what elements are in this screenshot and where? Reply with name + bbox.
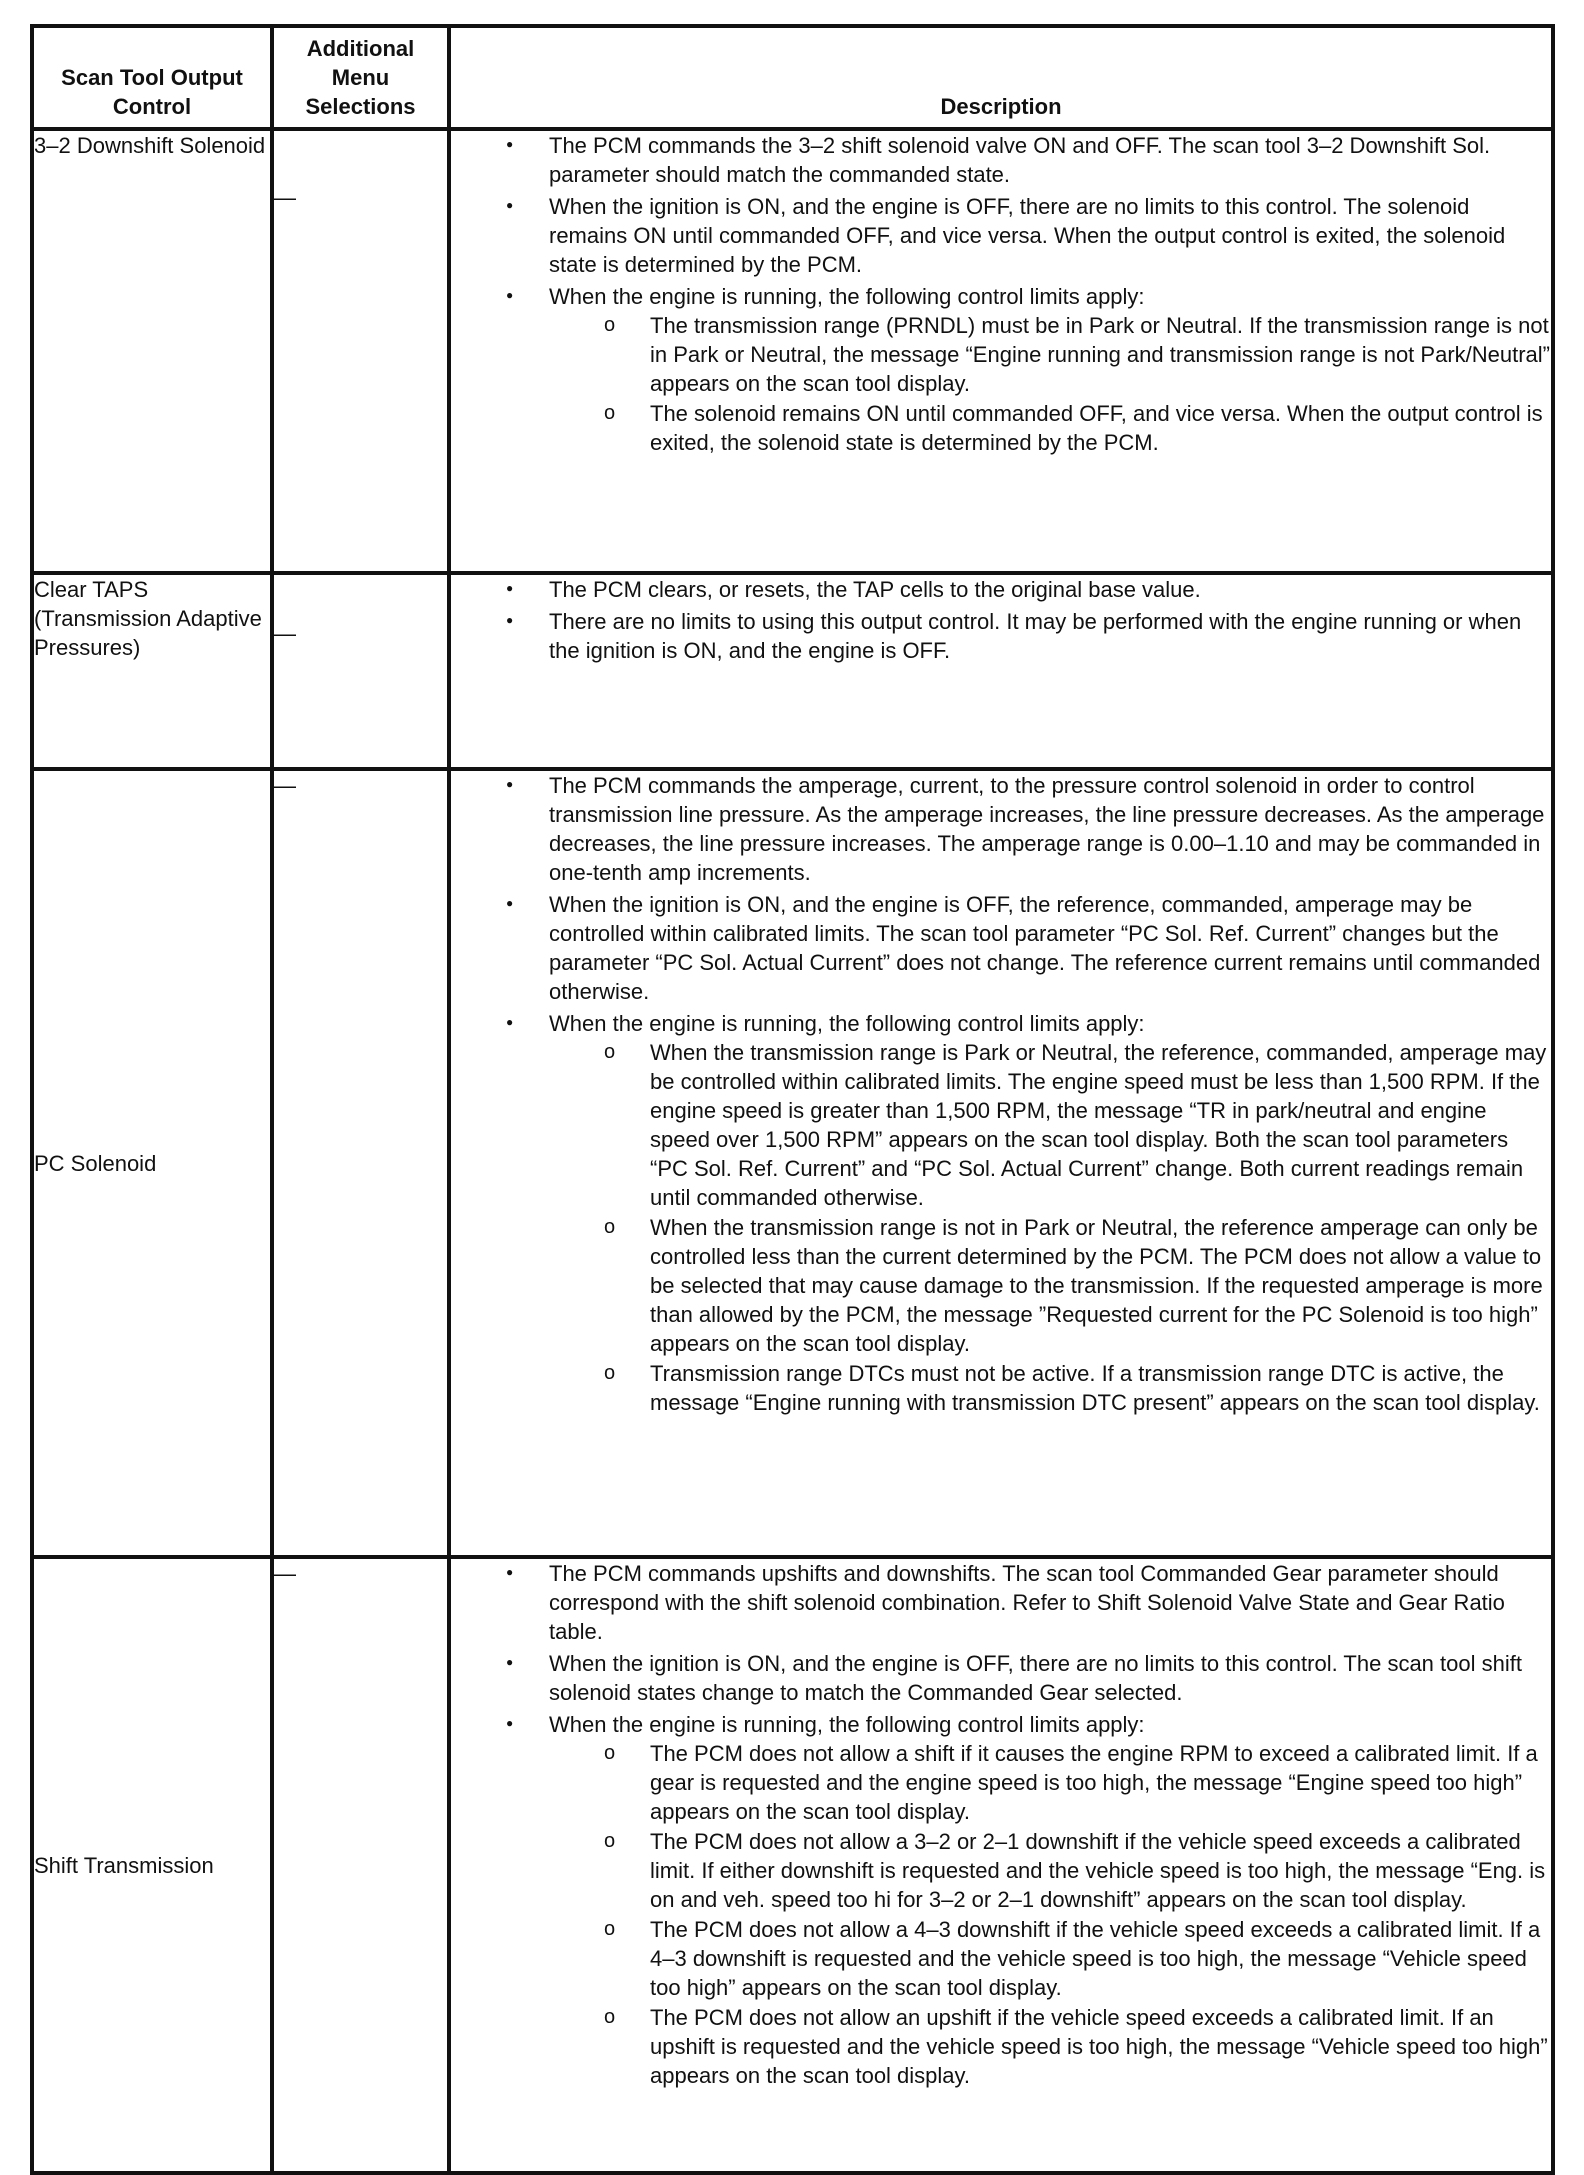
bullet-item: ● When the ignition is ON, and the engine is OFF, the reference, commanded, amperage may be controlled within calibrated limits. The scan tool parameter “PC Sol. Ref. Current” changes but the parameter “PC Sol. Actual Current” does not change. The reference current remains until commanded otherwise. — [451, 890, 1551, 1006]
row-output-name: PC Solenoid — [32, 769, 272, 1557]
sub-bullet-item: o The PCM does not allow a 3–2 or 2–1 downshift if the vehicle speed exceeds a calibrated limit. If either downshift is requested and the vehicle speed is too high, the message “Eng. is on and veh. speed too hi for 3–2 or 2–1 downshift” appears on the scan tool display. — [549, 1827, 1551, 1914]
bullet-item — [451, 282, 1551, 457]
row-description — [449, 769, 1553, 1557]
table-row — [32, 129, 1553, 573]
header-description: Description — [449, 26, 1553, 129]
bullet-item: ● The PCM clears, or resets, the TAP cells to the original base value. — [451, 575, 1551, 604]
bullet-item — [451, 1710, 1551, 2090]
bullet-text: When the engine is running, the following control limits apply: — [549, 1712, 1145, 1737]
row-description — [449, 1557, 1553, 2173]
sub-bullet-item: o Transmission range DTCs must not be active. If a transmission range DTC is active, the message “Engine running with transmission DTC present” appears on the scan tool display. — [549, 1359, 1551, 1417]
bullet-item: ● There are no limits to using this output control. It may be performed with the engine running or when the ignition is ON, and the engine is OFF. — [451, 607, 1551, 665]
row-description — [449, 129, 1553, 573]
header-output-control: Scan Tool Output Control — [32, 26, 272, 129]
bullet-item: ● The PCM commands the 3–2 shift solenoid valve ON and OFF. The scan tool 3–2 Downshift Sol. parameter should match the commanded state. — [451, 131, 1551, 189]
header-menu-selections: Additional Menu Selections — [272, 26, 449, 129]
table-row — [32, 1557, 1553, 2173]
bullet-item: ● The PCM commands the amperage, current, to the pressure control solenoid in order to control transmission line pressure. As the amperage increases, the line pressure decreases. As the amperage decreases, the line pressure increases. The amperage range is 0.00–1.10 and may be commanded in one-tenth amp increments. — [451, 771, 1551, 887]
row-output-name: Clear TAPS (Transmission Adaptive Pressures) — [32, 573, 272, 769]
row-description — [449, 573, 1553, 769]
table-header-row — [32, 26, 1553, 129]
sub-bullet-item: o The PCM does not allow an upshift if the vehicle speed exceeds a calibrated limit. If an upshift is requested and the vehicle speed is too high, the message “Vehicle speed too high” appears on the scan tool display. — [549, 2003, 1551, 2090]
bullet-item — [451, 1009, 1551, 1417]
sub-bullet-item: o The PCM does not allow a 4–3 downshift if the vehicle speed exceeds a calibrated limit. If a 4–3 downshift is requested and the vehicle speed is too high, the message “Vehicle speed too high” appears on the scan tool display. — [549, 1915, 1551, 2002]
sub-bullet-item: o The transmission range (PRNDL) must be in Park or Neutral. If the transmission range is not in Park or Neutral, the message “Engine running and transmission range is not Park/Neutral” appears on the scan tool display. — [549, 311, 1551, 398]
bullet-text: When the engine is running, the following control limits apply: — [549, 1011, 1145, 1036]
row-menu-selection: — — [272, 129, 449, 573]
table-row — [32, 573, 1553, 769]
bullet-item: ● When the ignition is ON, and the engine is OFF, there are no limits to this control. The solenoid remains ON until commanded OFF, and vice versa. When the output control is exited, the solenoid state is determined by the PCM. — [451, 192, 1551, 279]
bullet-item: ● When the ignition is ON, and the engine is OFF, there are no limits to this control. The scan tool shift solenoid states change to match the Commanded Gear selected. — [451, 1649, 1551, 1707]
table-row — [32, 769, 1553, 1557]
sub-bullet-item: o When the transmission range is not in Park or Neutral, the reference amperage can only be controlled less than the current determined by the PCM. The PCM does not allow a value to be selected that may cause damage to the transmission. If the requested amperage is more than allowed by the PCM, the message ”Requested current for the PC Solenoid is too high” appears on the scan tool display. — [549, 1213, 1551, 1358]
sub-bullet-item: o The solenoid remains ON until commanded OFF, and vice versa. When the output control is exited, the solenoid state is determined by the PCM. — [549, 399, 1551, 457]
sub-bullet-item: o The PCM does not allow a shift if it causes the engine RPM to exceed a calibrated limit. If a gear is requested and the engine speed is too high, the message “Engine speed too high” appears on the scan tool display. — [549, 1739, 1551, 1826]
bullet-text: When the engine is running, the following control limits apply: — [549, 284, 1145, 309]
sub-bullet-item: o When the transmission range is Park or Neutral, the reference, commanded, amperage may be controlled within calibrated limits. The engine speed must be less than 1,500 RPM. If the engine speed is greater than 1,500 RPM, the message “TR in park/neutral and engine speed over 1,500 RPM” appears on the scan tool display. Both the scan tool parameters “PC Sol. Ref. Current” and “PC Sol. Actual Current” change. Both current readings remain until commanded otherwise. — [549, 1038, 1551, 1212]
row-menu-selection: — — [272, 769, 449, 1557]
row-output-name: Shift Transmission — [32, 1557, 272, 2173]
output-control-table — [30, 24, 1555, 2175]
row-menu-selection: — — [272, 573, 449, 769]
row-output-name: 3–2 Downshift Solenoid — [32, 129, 272, 573]
row-menu-selection: — — [272, 1557, 449, 2173]
bullet-item: ● The PCM commands upshifts and downshifts. The scan tool Commanded Gear parameter should correspond with the shift solenoid combination. Refer to Shift Solenoid Valve State and Gear Ratio table. — [451, 1559, 1551, 1646]
